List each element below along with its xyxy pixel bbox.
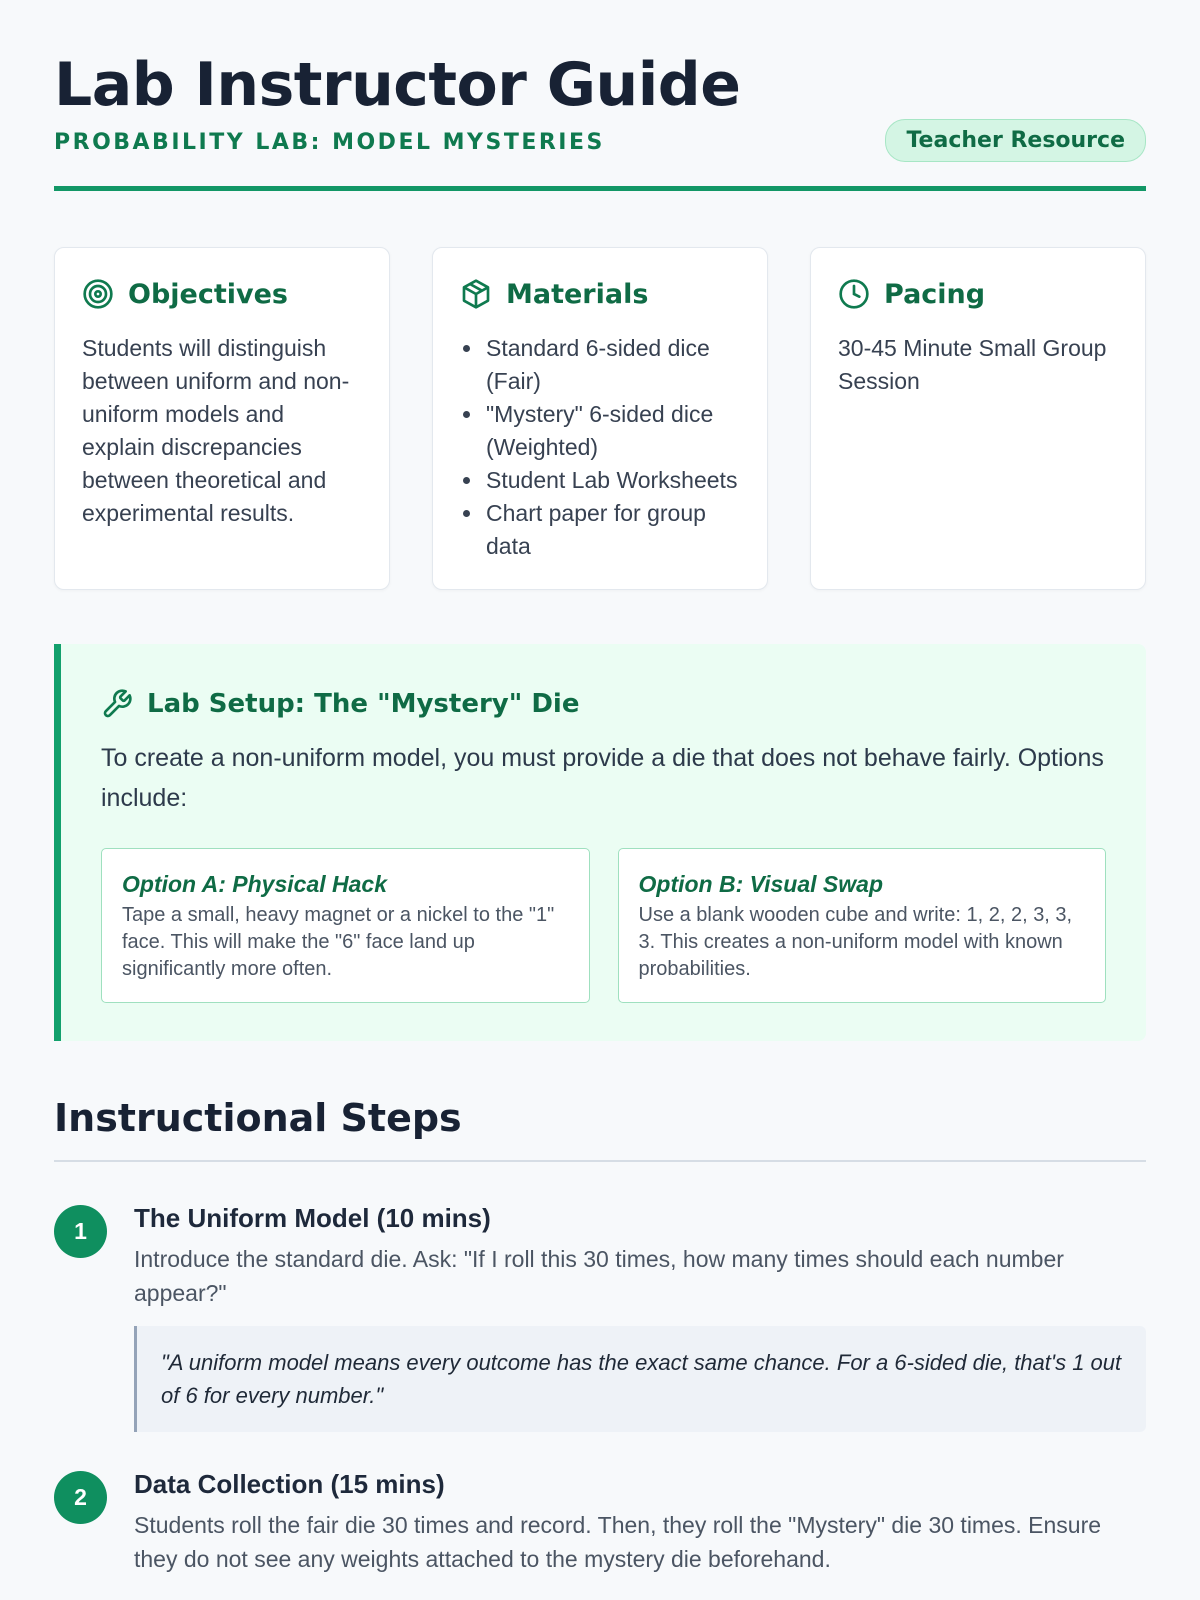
lab-setup-intro: To create a non-uniform model, you must provide a die that does not behave fairly. Options include: [101,744,1104,812]
header-divider [54,186,1146,191]
lab-setup-callout [54,644,1146,1041]
list-item: • Chart paper for group data [484,497,740,563]
teacher-quote: "A uniform model means every outcome has the exact same chance. For a 6-sided die, that's 1 out of 6 for every number." [134,1326,1146,1432]
objectives-title: Objectives [128,278,288,310]
option-body: Tape a small, heavy magnet or a nickel to the "1" face. This will make the "6" face land up significantly more often. [122,904,555,980]
step-title: The Uniform Model (10 mins) [134,1203,491,1233]
section-divider [54,1160,1146,1162]
materials-list [460,332,740,563]
objectives-card-header [82,278,362,310]
pacing-card [810,247,1146,590]
pacing-title: Pacing [884,278,986,310]
materials-card [432,247,768,590]
target-icon [82,278,114,310]
box-icon [460,278,492,310]
step-body: Introduce the standard die. Ask: "If I roll this 30 times, how many times should each number appear?" [134,1246,1064,1306]
setup-options [101,848,1106,1003]
pacing-body: 30-45 Minute Small Group Session [838,335,1107,394]
step-body: Students roll the fair die 30 times and record. Then, they roll the "Mystery" die 30 times. Ensure they do not see any weights attached to the mystery die beforehand. [134,1512,1102,1572]
option-card-b [618,848,1107,1003]
section-title: Instructional Steps [54,1096,462,1140]
lab-setup-title: Lab Setup: The "Mystery" Die [147,689,580,719]
lab-setup-header [101,688,1106,720]
materials-card-header [460,278,740,310]
status-badge: Teacher Resource [885,119,1146,162]
list-item: • Student Lab Worksheets [484,464,740,497]
pacing-card-header [838,278,1118,310]
step-item [54,1203,1146,1432]
step-number-badge: 1 [54,1205,107,1258]
step-number-badge: 2 [54,1471,107,1524]
page-title: Lab Instructor Guide [54,50,741,120]
step-content [134,1469,1146,1576]
step-item [54,1469,1146,1576]
page-subtitle: PROBABILITY LAB: MODEL MYSTERIES [54,130,605,155]
objectives-card [54,247,390,590]
clock-icon [838,278,870,310]
wrench-icon [101,688,133,720]
option-title: Option B: Visual Swap [638,871,883,897]
step-title: Data Collection (15 mins) [134,1469,445,1499]
step-content [134,1203,1146,1432]
option-card-a [101,848,590,1003]
materials-title: Materials [506,278,649,310]
objectives-body: Students will distinguish between uniform and non-uniform models and explain discrepancies between theoretical and experimental results. [82,335,350,526]
option-body: Use a blank wooden cube and write: 1, 2, 2, 3, 3, 3. This creates a non-uniform model with known probabilities. [638,904,1073,980]
list-item: • Standard 6-sided dice (Fair) [484,332,740,398]
info-cards [54,247,1146,590]
option-title: Option A: Physical Hack [122,871,387,897]
list-item: • "Mystery" 6-sided dice (Weighted) [484,398,740,464]
